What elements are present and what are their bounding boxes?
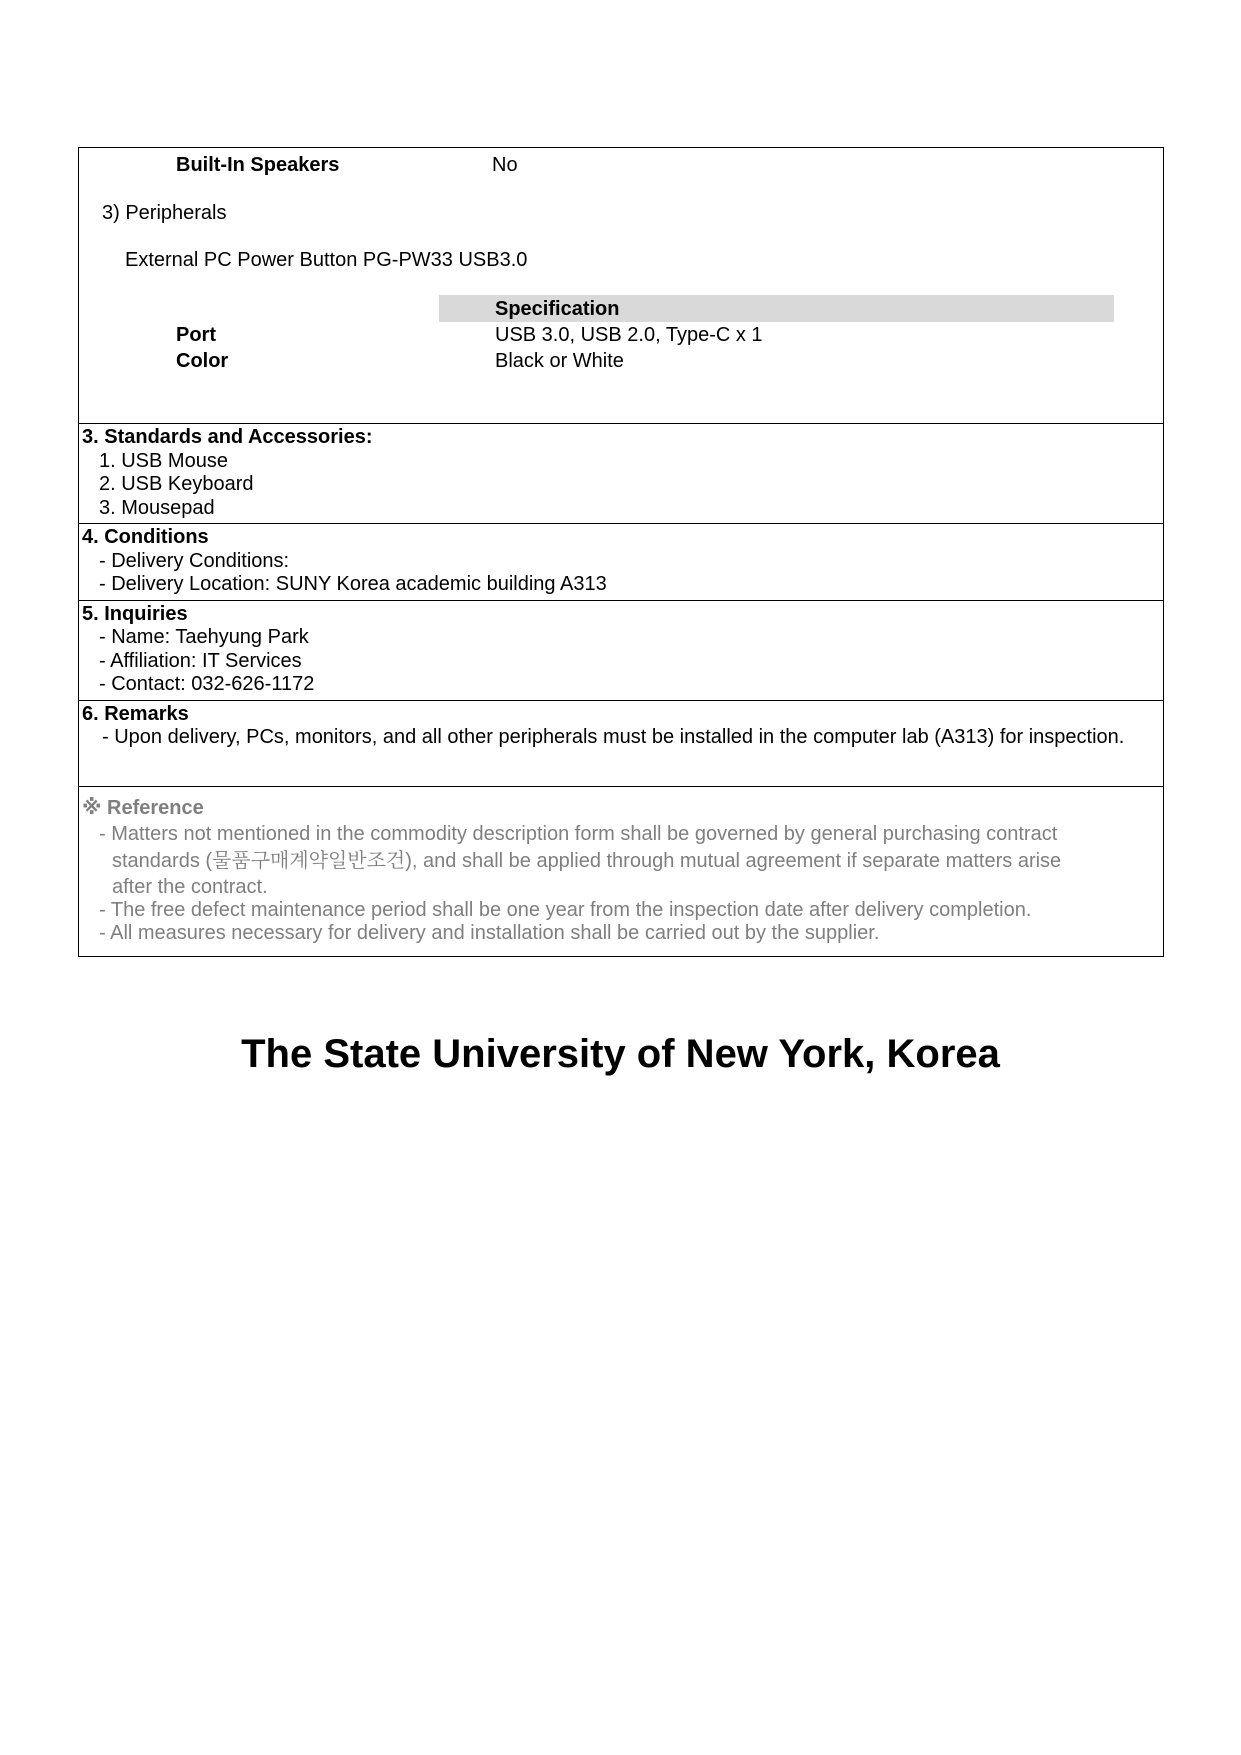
list-item: - Affiliation: IT Services xyxy=(99,649,302,672)
reference-item: - All measures necessary for delivery and installation shall be carried out by the supplier. xyxy=(99,922,880,944)
list-item: - Upon delivery, PCs, monitors, and all other peripherals must be installed in the computer lab (A313) for inspection. xyxy=(102,726,1125,748)
spec-header: Specification xyxy=(495,298,620,320)
reference-item: - Matters not mentioned in the commodity description form shall be governed by general purchasing contract xyxy=(99,822,1058,845)
remarks-section xyxy=(78,701,1164,787)
list-item: 2. USB Keyboard xyxy=(99,473,254,495)
peripherals-heading: 3) Peripherals xyxy=(102,202,227,224)
peripherals-section xyxy=(78,147,1164,424)
product-name: External PC Power Button PG-PW33 USB3.0 xyxy=(125,249,528,271)
speakers-label: Built-In Speakers xyxy=(176,154,340,176)
spec-row-label: Color xyxy=(176,350,229,372)
list-item: - Delivery Location: SUNY Korea academic building A313 xyxy=(99,573,607,595)
section-title: 4. Conditions xyxy=(82,526,209,548)
spec-row-value: Black or White xyxy=(495,350,624,372)
document-table xyxy=(78,147,1164,957)
list-item: - Contact: 032-626-1172 xyxy=(99,673,315,695)
reference-title: ※ Reference xyxy=(82,796,204,819)
standards-section xyxy=(78,424,1164,524)
university-name: The State University of New York, Korea xyxy=(241,1032,1000,1076)
reference-section xyxy=(78,787,1164,957)
reference-item-continued: standards (물품구매계약일반조건), and shall be applied through mutual agreement if separate matters arise xyxy=(112,849,1062,872)
reference-item: - The free defect maintenance period shall be one year from the inspection date after delivery completion. xyxy=(99,898,1032,921)
list-item: 1. USB Mouse xyxy=(99,449,228,472)
list-item: - Delivery Conditions: xyxy=(99,549,290,572)
section-title: 5. Inquiries xyxy=(82,602,188,625)
list-item: 3. Mousepad xyxy=(99,496,215,519)
speakers-value: No xyxy=(492,154,518,176)
reference-item-continued: after the contract. xyxy=(112,875,268,898)
inquiries-section xyxy=(78,601,1164,701)
list-item: - Name: Taehyung Park xyxy=(99,626,309,648)
conditions-section xyxy=(78,524,1164,601)
section-title: 6. Remarks xyxy=(82,702,189,725)
section-title: 3. Standards and Accessories: xyxy=(82,426,373,448)
spec-row-label: Port xyxy=(176,324,216,346)
spec-row-value: USB 3.0, USB 2.0, Type-C x 1 xyxy=(495,324,763,346)
